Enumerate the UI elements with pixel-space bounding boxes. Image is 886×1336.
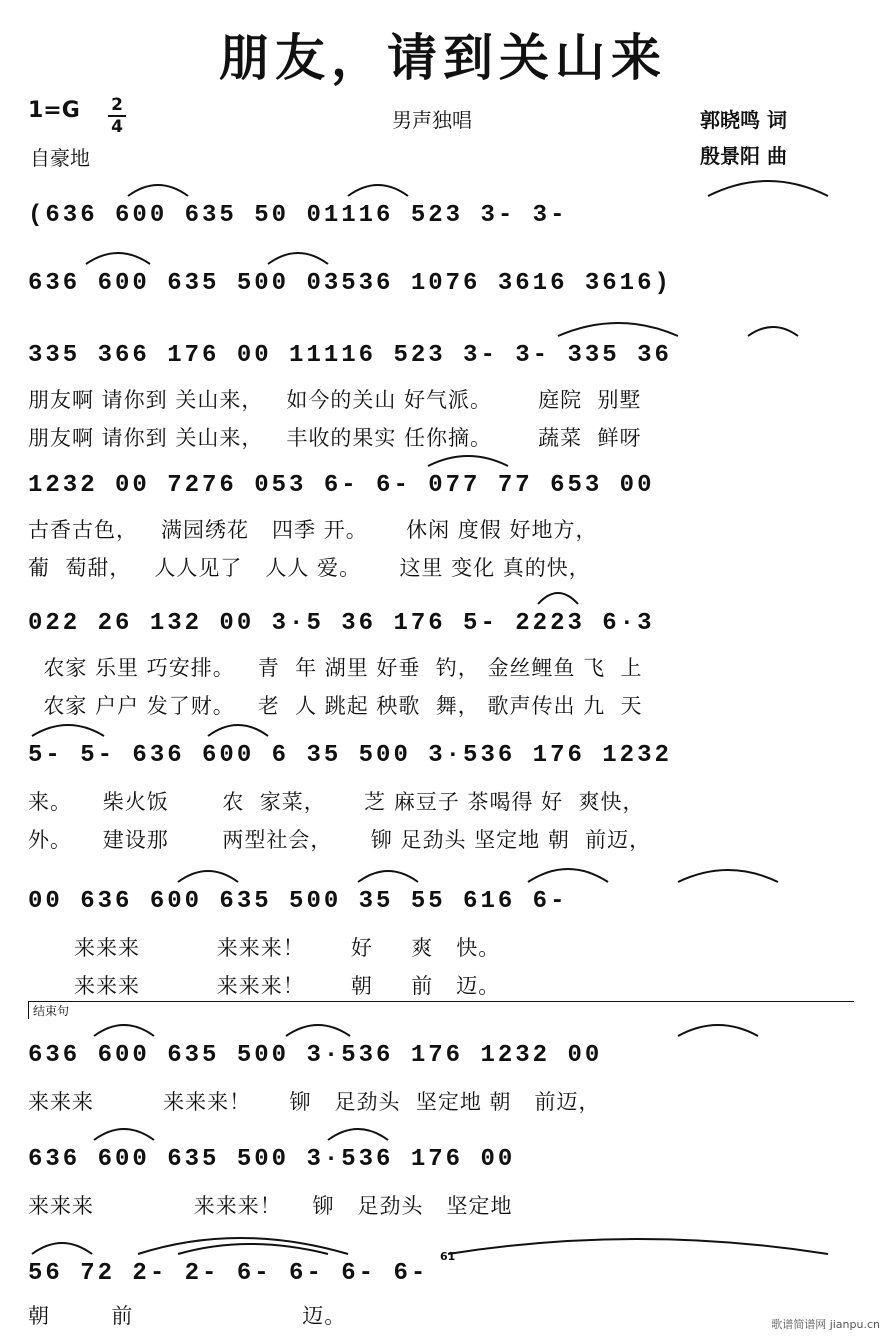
slur-marks xyxy=(28,1010,854,1040)
score-line-1 xyxy=(28,196,854,236)
score-line-9 xyxy=(28,1140,854,1180)
ending-divider xyxy=(28,1001,854,1002)
ending-tag: 结束句 xyxy=(28,1002,69,1019)
score-line-3 xyxy=(28,336,854,376)
lyric-line-6a: 来。 柴火饭 农 家菜， 芝 麻豆子 茶喝得 好 爽快， xyxy=(28,790,645,814)
score-line-6 xyxy=(28,736,854,776)
time-signature-top: 2 xyxy=(111,95,123,115)
score-notes: 335 366 176 00 11116 523 3- 3- 335 36 xyxy=(28,342,672,369)
lyric-line-5b: 农家 户户 发了财。 老 人 跳起 秧歌 舞， 歌声传出 九 天 xyxy=(28,694,643,718)
score-notes: (636 600 635 50 01116 523 3- 3- xyxy=(28,202,568,229)
key-signature: 1=G xyxy=(28,98,80,123)
score-notes: 022 26 132 00 3·5 36 176 5- 2223 6·3 xyxy=(28,610,655,637)
time-signature-bottom: 4 xyxy=(111,117,123,137)
slur-marks xyxy=(28,238,854,268)
lyric-line-10: 朝 前 迈。 xyxy=(28,1304,347,1328)
lyric-line-5a: 农家 乐里 巧安排。 青 年 湖里 好垂 钓， 金丝鲤鱼 飞 上 xyxy=(28,656,643,680)
time-signature xyxy=(108,96,126,136)
score-notes: 5- 5- 636 600 6 35 500 3·536 176 1232 xyxy=(28,742,672,769)
lyricist-credit: 郭晓鸣 词 xyxy=(700,108,787,132)
composer-credit: 殷景阳 曲 xyxy=(700,144,787,168)
slur-marks xyxy=(28,440,854,470)
slur-marks xyxy=(28,310,854,340)
site-watermark: 歌谱简谱网 jianpu.cn xyxy=(771,1318,880,1331)
score-line-2 xyxy=(28,264,854,304)
lyric-line-7a: 来来来 来来来！ 好 爽 快。 xyxy=(28,936,501,960)
score-line-5 xyxy=(28,604,854,644)
score-notes: 56 72 2- 2- 6- 6- 6- 6- xyxy=(28,1260,429,1287)
score-line-8 xyxy=(28,1036,854,1076)
lyric-line-6b: 外。 建设那 两型社会， 铆 足劲头 坚定地 朝 前迈， xyxy=(28,828,652,852)
slur-marks xyxy=(28,856,854,886)
slur-marks xyxy=(28,1114,854,1144)
slur-marks xyxy=(28,710,854,740)
score-notes: 00 636 600 635 500 35 55 616 6- xyxy=(28,888,568,915)
expression-marking: 自豪地 xyxy=(30,146,90,170)
lyric-line-4a: 古香古色， 满园绣花 四季 开。 休闲 度假 好地方， xyxy=(28,518,598,542)
voice-type: 男声独唱 xyxy=(392,108,472,132)
score-notes: 1232 00 7276 053 6- 6- 077 77 653 00 xyxy=(28,472,655,499)
slur-marks xyxy=(28,578,854,608)
lyric-line-8: 来来来 来来来！ 铆 足劲头 坚定地 朝 前迈， xyxy=(28,1090,601,1114)
page-title: 朋友，请到关山来 xyxy=(219,29,667,87)
lyric-line-9: 来来来 来来来！ 铆 足劲头 坚定地 xyxy=(28,1194,513,1218)
score-notes: 636 600 635 500 3·536 176 1232 00 xyxy=(28,1042,603,1069)
score-notes: 636 600 635 500 3·536 176 00 xyxy=(28,1146,516,1173)
score-line-7 xyxy=(28,882,854,922)
lyric-line-4b: 葡 萄甜， 人人见了 人人 爱。 这里 变化 真的快， xyxy=(28,556,591,580)
lyric-line-3a: 朋友啊 请你到 关山来， 如今的关山 好气派。 庭院 别墅 xyxy=(28,388,642,412)
lyric-line-7b: 来来来 来来来！ 朝 前 迈。 xyxy=(28,974,501,998)
score-notes: 636 600 635 500 03536 1076 3616 3616) xyxy=(28,270,672,297)
grace-note: 61 xyxy=(440,1250,456,1263)
lyric-line-3b: 朋友啊 请你到 关山来， 丰收的果实 任你摘。 蔬菜 鲜呀 xyxy=(28,426,642,450)
slur-marks xyxy=(28,170,854,200)
score-line-4 xyxy=(28,466,854,506)
